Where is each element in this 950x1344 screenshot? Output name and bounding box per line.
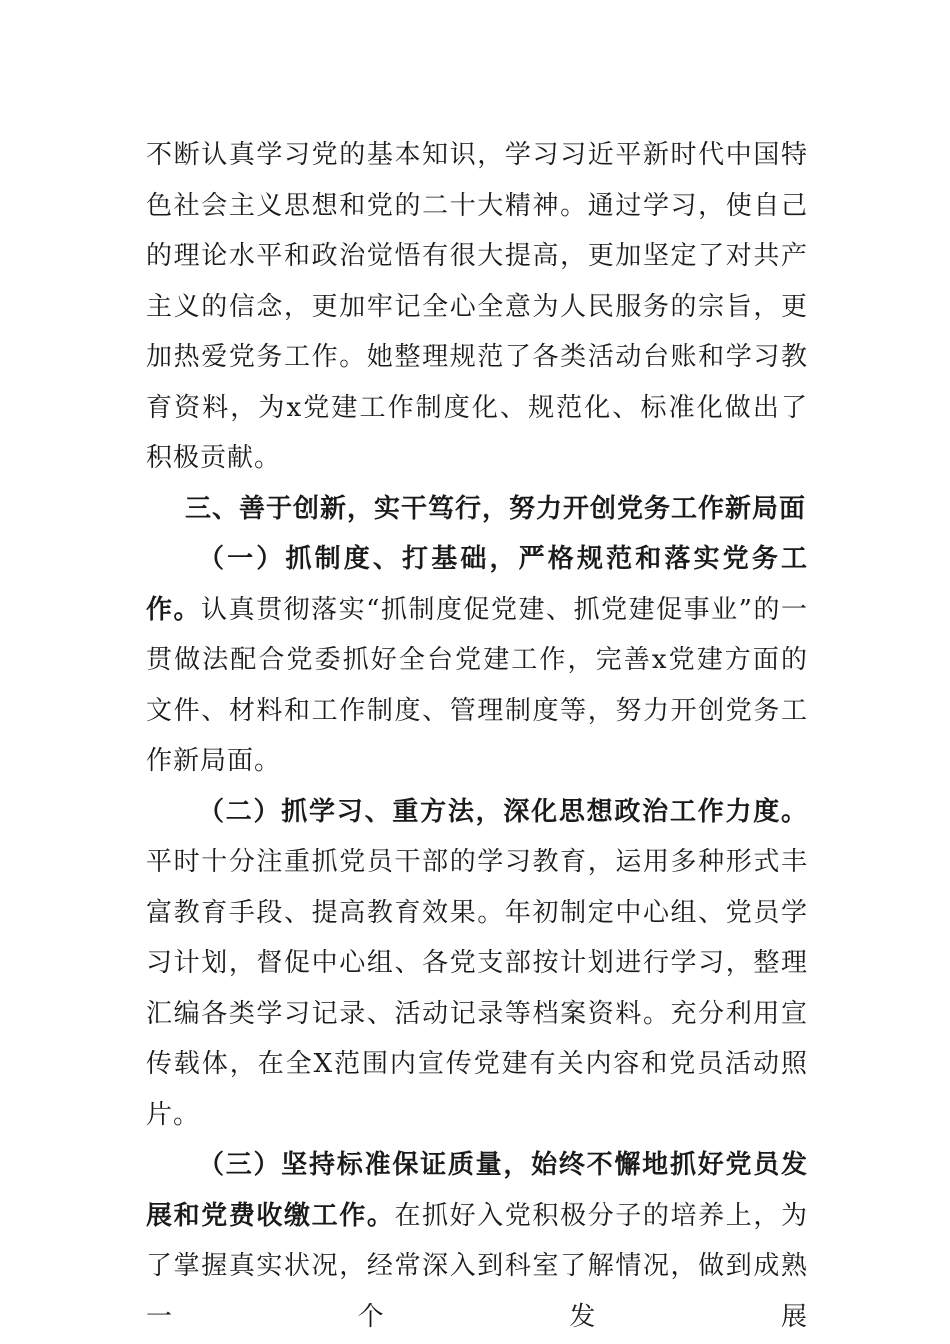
item-title: （一）抓制度、打基础，严格规范和落实党务工作。 xyxy=(146,544,808,625)
paragraph-continuation: 不断认真学习党的基本知识，学习习近平新时代中国特色社会主义思想和党的二十大精神。通过学习，使自己的理论水平和政治觉悟有很大提高，更加坚定了对共产主义的信念，更加牢记全心全意为人民服务的宗旨，更加热爱党务工作。她整理规范了各类活动台账和学习教育资料，为x党建工作制度化、规范化、标准化做出了积极贡献。 xyxy=(146,140,808,473)
item-title: （三）坚持标准保证质量，始终不懈地抓好党员发展和党费收缴工作。 xyxy=(146,1150,808,1231)
item-title: （二）抓学习、重方法，深化思想政治工作力度。 xyxy=(198,796,808,827)
item-body: 认真贯彻落实“抓制度促党建、抓党建促事业”的一贯做法配合党委抓好全台党建工作，完善x党建方面的文件、材料和工作制度、管理制度等，努力开创党务工作新局面。 xyxy=(146,594,808,776)
document-body xyxy=(146,130,808,1342)
list-item xyxy=(146,787,808,1141)
item-body: 在抓好入党积极分子的培养上，为了掌握真实状况，经常深入到科室了解情况，做到成熟一个发展 xyxy=(146,1200,808,1332)
item-body: 平时十分注重抓党员干部的学习教育，运用多种形式丰富教育手段、提高教育效果。年初制定中心组、党员学习计划，督促中心组、各党支部按计划进行学习，整理汇编各类学习记录、活动记录等档案资料。充分利用宣传载体，在全X范围内宣传党建有关内容和党员活动照片。 xyxy=(146,847,808,1130)
section-heading: 三、善于创新，实干笃行，努力开创党务工作新局面 xyxy=(185,493,807,524)
list-item xyxy=(146,1140,808,1342)
list-item xyxy=(146,534,808,787)
